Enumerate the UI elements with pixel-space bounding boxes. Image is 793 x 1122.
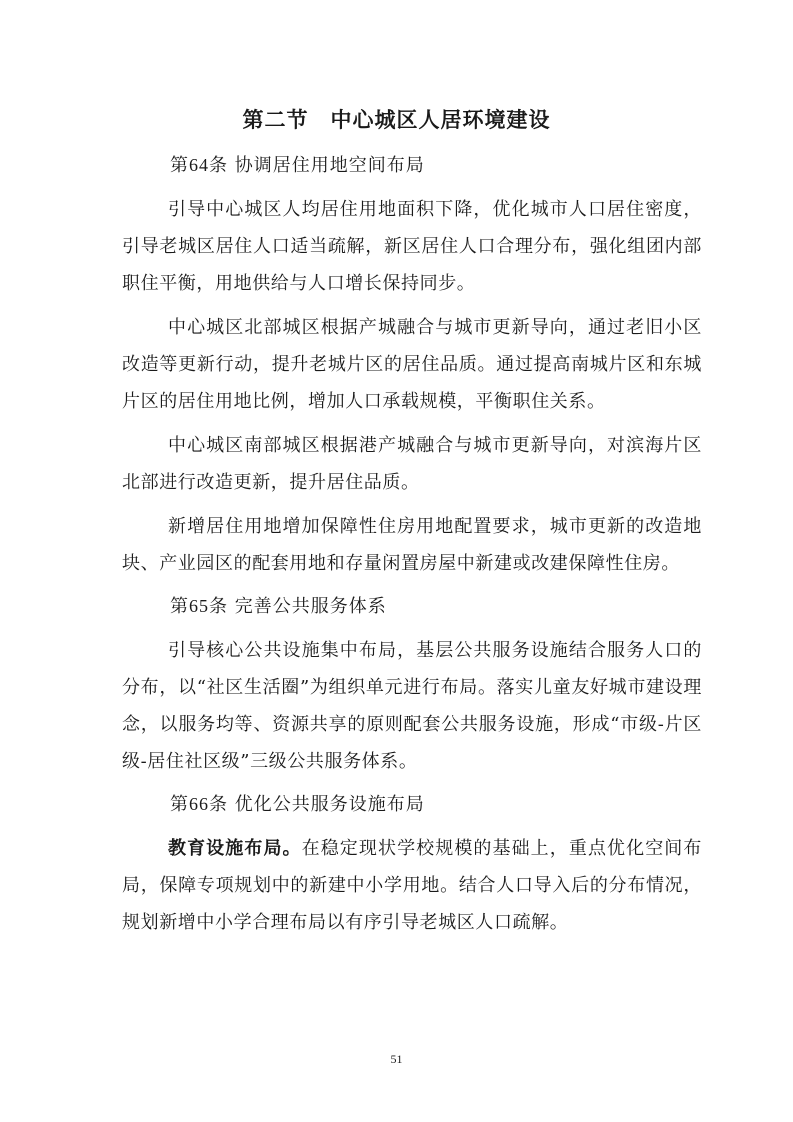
article-prefix: 第 [170,596,189,617]
article-64-heading [170,148,702,183]
article-title: 条 协调居住用地空间布局 [209,155,425,176]
paragraph [122,830,702,941]
paragraph: 中心城区南部城区根据港产城融合与城市更新导向，对滨海片区北部进行改造更新，提升居住品质。 [122,435,702,493]
paragraph: 新增居住用地增加保障性住房用地配置要求，城市更新的改造地块、产业园区的配套用地和存量闲置房屋中新建或改建保障性住房。 [122,516,702,574]
paragraph-body: 在稳定现状学校规模的基础上，重点优化空间布局，保障专项规划中的新建中小学用地。结合人口导入后的分布情况，规划新增中小学合理布局以有序引导老城区人口疏解。 [122,838,702,933]
article-prefix: 第 [170,155,189,176]
article-title: 条 优化公共服务设施布局 [209,794,425,815]
article-number: 64 [189,155,209,175]
article-65-heading [170,589,702,624]
article-prefix: 第 [170,794,189,815]
paragraph: 中心城区北部城区根据产城融合与城市更新导向，通过老旧小区改造等更新行动，提升老城片区的居住品质。通过提高南城片区和东城片区的居住用地比例，增加人口承载规模，平衡职住关系。 [122,317,702,412]
section-title: 第二节 中心城区人居环境建设 [242,108,551,132]
bold-lead-text: 教育设施布局。 [168,838,302,859]
article-number: 66 [189,794,209,814]
paragraph: 引导核心公共设施集中布局，基层公共服务设施结合服务人口的分布，以“社区生活圈”为组织单元进行布局。落实儿童友好城市建设理念，以服务均等、资源共享的原则配套公共服务设施，形成“市级-片区级-居住社区级”三级公共服务体系。 [122,640,702,772]
page-number: 51 [390,1052,403,1066]
article-title: 条 完善公共服务体系 [209,596,387,617]
article-66-heading [170,787,702,822]
article-number: 65 [189,596,209,616]
page-content [122,148,702,948]
paragraph: 引导中心城区人均居住用地面积下降，优化城市人口居住密度，引导老城区居住人口适当疏解，新区居住人口合理分布，强化组团内部职住平衡，用地供给与人口增长保持同步。 [122,199,702,294]
